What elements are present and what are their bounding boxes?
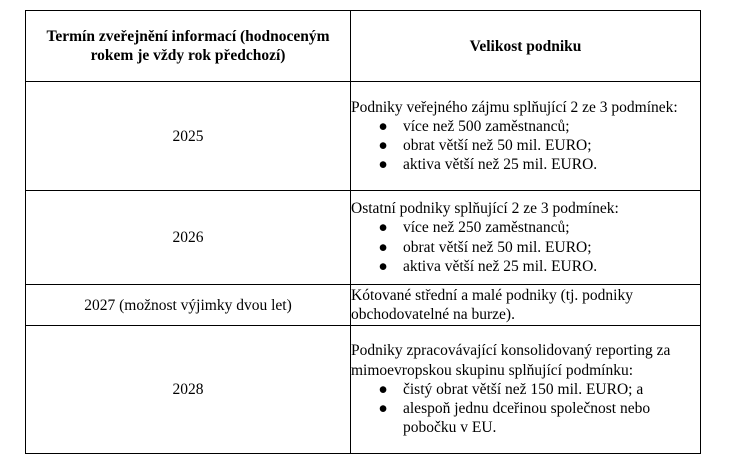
row-intro: Podniky zpracovávající konsolidovaný reporting za mimoevropskou skupinu splňující podmínku:	[351, 342, 671, 379]
criterion-text: aktiva větší než 25 mil. EURO.	[403, 257, 598, 275]
list-item	[351, 238, 700, 257]
header-company-size: Velikost podniku	[351, 11, 701, 82]
bullet-icon: ●	[378, 400, 388, 418]
company-size-table	[25, 10, 701, 454]
criteria-list	[351, 117, 700, 175]
list-item	[351, 257, 700, 276]
row-description	[351, 191, 701, 285]
bullet-icon: ●	[378, 156, 388, 174]
bullet-icon: ●	[378, 238, 388, 256]
criteria-list	[351, 380, 700, 438]
row-year: 2027 (možnost výjimky dvou let)	[26, 285, 351, 326]
list-item	[351, 155, 700, 174]
criterion-text: obrat větší než 50 mil. EURO;	[403, 238, 592, 256]
header-row	[26, 11, 701, 82]
row-year: 2028	[26, 326, 351, 454]
row-intro: Ostatní podniky splňující 2 ze 3 podmínek:	[351, 200, 619, 218]
row-intro: Podniky veřejného zájmu splňující 2 ze 3 podmínek:	[351, 98, 678, 116]
criterion-text: obrat větší než 50 mil. EURO;	[403, 137, 592, 154]
table-row	[26, 285, 701, 326]
criterion-text: více než 500 zaměstnanců;	[403, 117, 570, 135]
header-disclosure-deadline: Termín zveřejnění informací (hodnoceným rokem je vždy rok předchozí)	[26, 11, 351, 82]
criterion-text: alespoň jednu dceřinou společnost nebo pobočku v EU.	[403, 400, 651, 437]
row-year: 2025	[26, 82, 351, 191]
row-description	[351, 285, 701, 326]
bullet-icon: ●	[378, 380, 388, 398]
row-intro: Kótované střední a malé podniky (tj. podniky obchodovatelné na burze).	[351, 286, 633, 323]
bullet-icon: ●	[378, 257, 388, 275]
criterion-text: více než 250 zaměstnanců;	[403, 219, 570, 237]
list-item	[351, 117, 700, 136]
list-item	[351, 136, 700, 155]
table-row	[26, 326, 701, 454]
bullet-icon: ●	[378, 137, 388, 154]
row-description	[351, 82, 701, 191]
table-row	[26, 191, 701, 285]
table-row	[26, 82, 701, 191]
list-item	[351, 218, 700, 237]
row-description	[351, 326, 701, 454]
bullet-icon: ●	[378, 219, 388, 237]
bullet-icon: ●	[378, 117, 388, 135]
list-item	[351, 380, 700, 399]
criterion-text: aktiva větší než 25 mil. EURO.	[403, 156, 598, 174]
row-year: 2026	[26, 191, 351, 285]
list-item	[351, 399, 700, 437]
criterion-text: čistý obrat větší než 150 mil. EURO; a	[403, 380, 644, 398]
criteria-list	[351, 218, 700, 276]
